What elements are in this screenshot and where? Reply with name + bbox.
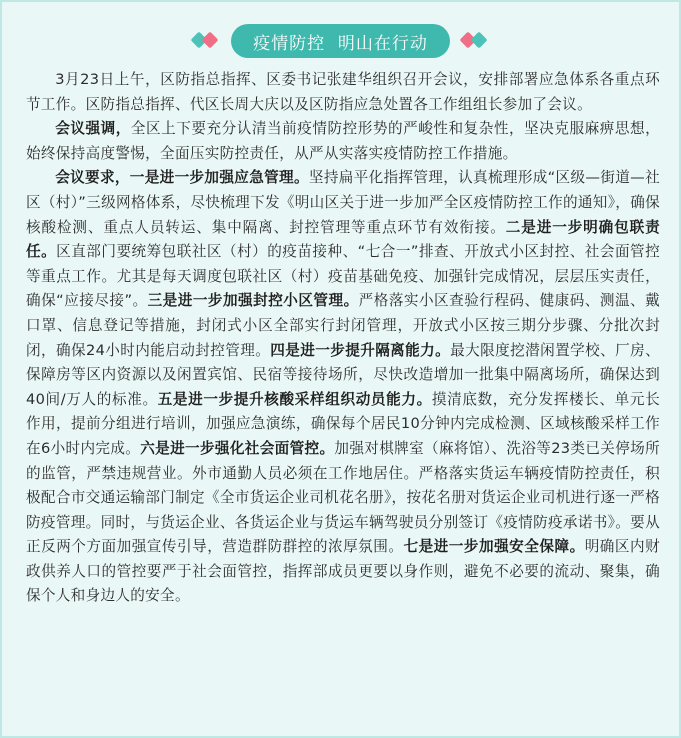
article-paragraph [26,117,660,166]
pink-diamond-icon [202,32,219,49]
article-title: 疫情防控 明山在行动 [231,24,450,58]
emphasis-text: 七是进一步加强安全保障。 [403,538,585,556]
emphasis-text: 六是进一步强化社会面管控。 [140,439,335,457]
emphasis-text: 四是进一步提升隔离能力。 [270,341,451,359]
body-text: 严格落实小区查验行程码、健康码、测温、戴口罩、信息登记等措施，封闭式小区全部实行封闭管理，开放式小区按三期分步骤、分批次封闭，确保24小时内能启动封控管理。 [26,292,660,359]
teal-diamond-icon [470,32,487,49]
article-body [26,68,660,609]
title-banner [2,23,679,59]
emphasis-text: 二是进一步明确包联责任。 [26,218,660,261]
emphasis-text: 三是进一步加强封控小区管理。 [147,292,359,310]
body-text: 加强对棋牌室（麻将馆）、洗浴等23类已关停场所的监管，严禁违规营业。外市通勤人员必须在工作地居住。严格落实货运车辆疫情防控责任，积极配合市交通运输部门制定《全市货运企业司机花名册》，按花名册对货运企业司机进行逐一严格防疫管理。同时，与货运企业、各货运企业与货运车辆驾驶员分别签订《疫情防疫承诺书》。要从正反两个方面加强宣传引导，营造群防群控的浓厚氛围。 [26,439,661,556]
body-text: 坚持扁平化指挥管理，认真梳理形成“区级—街道—社区（村）”三级网格体系，尽快梳理下发《明山区关于进一步加严全区疫情防控工作的通知》，确保核酸检测、重点人员转运、集中隔离、封控管理等重点环节有效衔接。 [26,169,660,236]
body-text: 全区上下要充分认清当前疫情防控形势的严峻性和复杂性，坚决克服麻痹思想，始终保持高度警惕，全面压实防控责任，从严从实落实疫情防控工作措施。 [26,120,660,162]
emphasis-text: 五是进一步提升核酸采样组织动员能力。 [157,390,432,408]
right-diamond-ornament-icon [460,31,490,51]
emphasis-text: 会议强调， [55,120,131,138]
left-diamond-ornament-icon [191,31,221,51]
body-text: 摸清底数，充分发挥楼长、单元长作用，提前分组进行培训，加强应急演练，确保每个居民10分钟内完成检测、区域核酸采样工作在6小时内完成。 [26,390,660,457]
body-text: 明确区内财政供养人口的管控要严于社会面管控，指挥部成员更要以身作则，避免不必要的流动、聚集，确保个人和身边人的安全。 [26,538,660,605]
article-paragraph [26,166,660,609]
article-paragraph [26,68,660,117]
body-text: 最大限度挖潜闲置学校、厂房、保障房等区内资源以及闲置宾馆、民宿等接待场所，尽快改造增加一批集中隔离场所，确保达到40间/万人的标准。 [26,341,661,408]
emphasis-text: 会议要求，一是进一步加强应急管理。 [55,169,309,187]
body-text: 区直部门要统筹包联社区（村）的疫苗接种、“七合一”排查、开放式小区封控、社会面管控等重点工作。尤其是每天调度包联社区（村）疫苗基础免疫、加强针完成情况，层层压实责任，确保“应接尽接”。 [26,243,660,310]
body-text: 3月23日上午，区防指总指挥、区委书记张建华组织召开会议，安排部署应急体系各重点环节工作。区防指总指挥、代区长周大庆以及区防指应急处置各工作组组长参加了会议。 [26,71,660,113]
